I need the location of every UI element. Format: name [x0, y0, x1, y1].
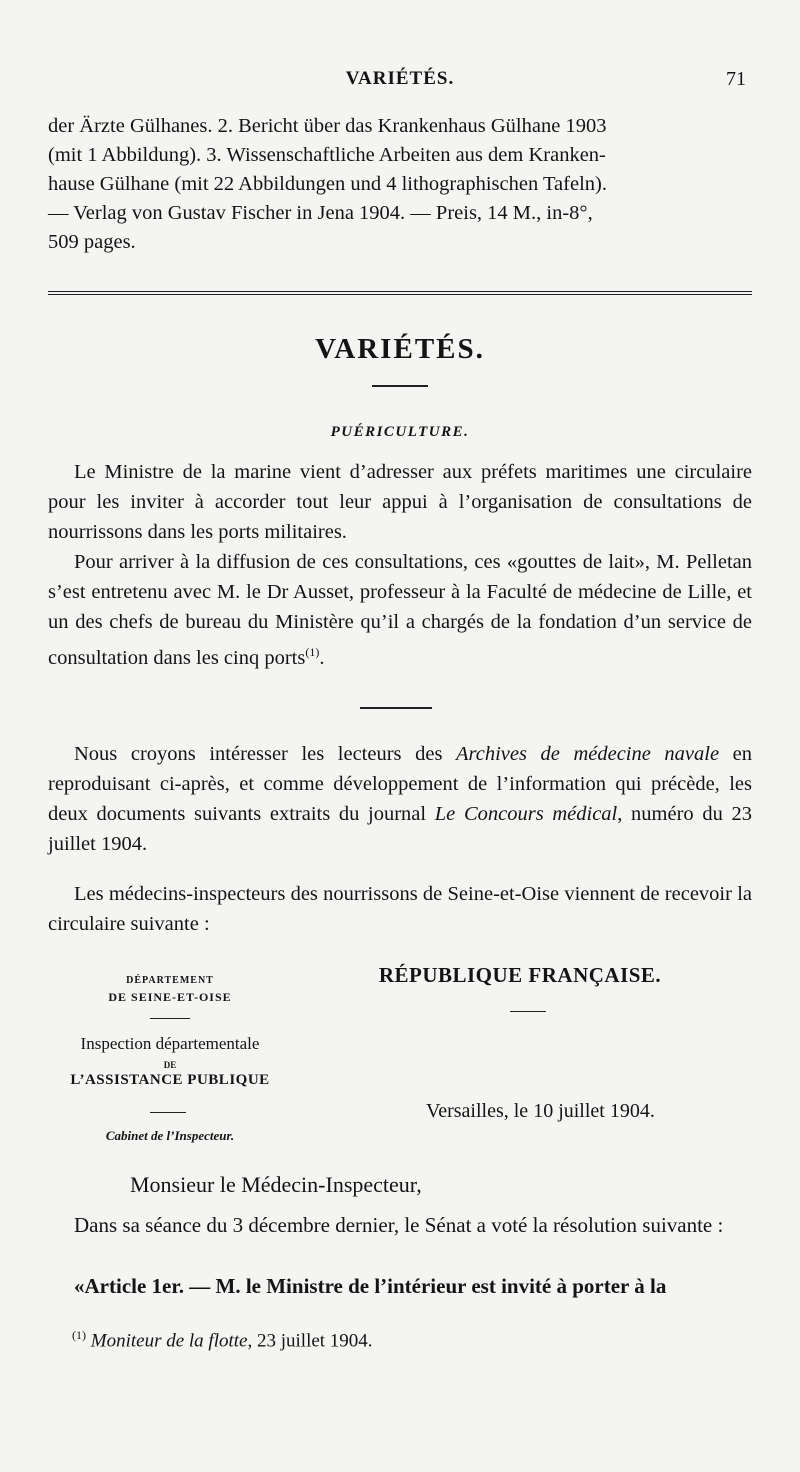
- inspection-de: DE: [163, 1060, 177, 1070]
- letter-paragraph-1: Dans sa séance du 3 décembre dernier, le Sénat a voté la résolution suivante :: [74, 1213, 724, 1237]
- bibliography-line: der Ärzte Gülhanes. 2. Bericht über das Krankenhaus Gülhane 1903: [48, 115, 607, 137]
- section-title: VARIÉTÉS.: [315, 333, 485, 365]
- paragraph-2-text: Pour arriver à la diffusion de ces consultations, ces «gouttes de lait», M. Pelletan s’est entretenu avec M. le Dr Ausset, professeur à la Faculté de médecine de Lille, et un des chefs de bureau du Ministère qu’il a chargés de la fondation d’un service de consultation dans les cinq ports: [48, 551, 752, 669]
- letterhead-department: [40, 975, 300, 1005]
- footnote-date: , 23 juillet 1904.: [247, 1330, 373, 1352]
- paragraph-3-text-c: , numéro du 23 juillet 1904.: [48, 803, 752, 855]
- letterhead-rule-2: [150, 1112, 186, 1113]
- paragraph-rule: [360, 707, 432, 709]
- inspection-label: Inspection départementale: [80, 1034, 260, 1053]
- republic-rule: [510, 1011, 546, 1012]
- footnote-marker: (1): [72, 1328, 86, 1342]
- paragraph-4: Les médecins-inspecteurs des nourrissons de Seine-et-Oise viennent de recevoir la circulaire suivante :: [48, 883, 752, 935]
- bibliography-line: 509 pages.: [48, 231, 136, 253]
- page-number: 71: [726, 68, 746, 90]
- subsection-title: PUÉRICULTURE.: [330, 424, 470, 440]
- place-date: Versailles, le 10 juillet 1904.: [426, 1100, 655, 1122]
- paragraph-3-text-a: Nous croyons intéresser les lecteurs des: [74, 743, 456, 765]
- salutation: Monsieur le Médecin-Inspecteur,: [130, 1172, 422, 1197]
- letterhead-cabinet: [40, 1128, 300, 1144]
- journal-title-2: Le Concours médical: [434, 803, 618, 825]
- letterhead-inspection: [40, 1034, 300, 1089]
- running-title: VARIÉTÉS.: [345, 68, 455, 89]
- bibliography-line: (mit 1 Abbildung). 3. Wissenschaftliche Arbeiten aus dem Kranken-: [48, 144, 606, 166]
- bibliography-line: — Verlag von Gustav Fischer in Jena 1904. — Preis, 14 M., in-8°,: [48, 202, 593, 224]
- letter-paragraph-2: «Article 1er. — M. le Ministre de l’intérieur est invité à porter à la: [74, 1274, 667, 1298]
- letterhead-rule: [150, 1018, 190, 1019]
- paragraph-3: [48, 739, 752, 859]
- section-divider: [48, 291, 752, 295]
- title-rule: [372, 385, 428, 387]
- cabinet-label: Cabinet de l’Inspecteur.: [105, 1128, 235, 1143]
- republic-heading: RÉPUBLIQUE FRANÇAISE.: [378, 963, 662, 987]
- footnote: [72, 1328, 373, 1352]
- bibliography-entry: [48, 112, 752, 257]
- paragraph-2: [48, 547, 752, 673]
- journal-title: Archives de médecine navale: [456, 743, 720, 765]
- department-label: DÉPARTEMENT: [126, 975, 214, 986]
- assistance-publique: L’ASSISTANCE PUBLIQUE: [70, 1072, 270, 1088]
- paragraph-1: Le Ministre de la marine vient d’adresser aux préfets maritimes une circulaire pour les inviter à accorder tout leur appui à l’organisation de consultations de nourrissons dans les ports militaires.: [48, 461, 752, 543]
- bibliography-line: hause Gülhane (mit 22 Abbildungen und 4 lithographischen Tafeln).: [48, 173, 607, 195]
- page-header: [48, 68, 752, 98]
- department-name: DE SEINE-ET-OISE: [108, 990, 232, 1004]
- paragraph-2-end: .: [319, 646, 325, 669]
- paragraph-3-text-b: en reproduisant ci-après, et comme développement de l’information qui précède, les deux documents suivants extraits du journal: [48, 743, 752, 825]
- footnote-source: Moniteur de la flotte: [90, 1330, 248, 1352]
- footnote-ref: (1): [305, 645, 320, 659]
